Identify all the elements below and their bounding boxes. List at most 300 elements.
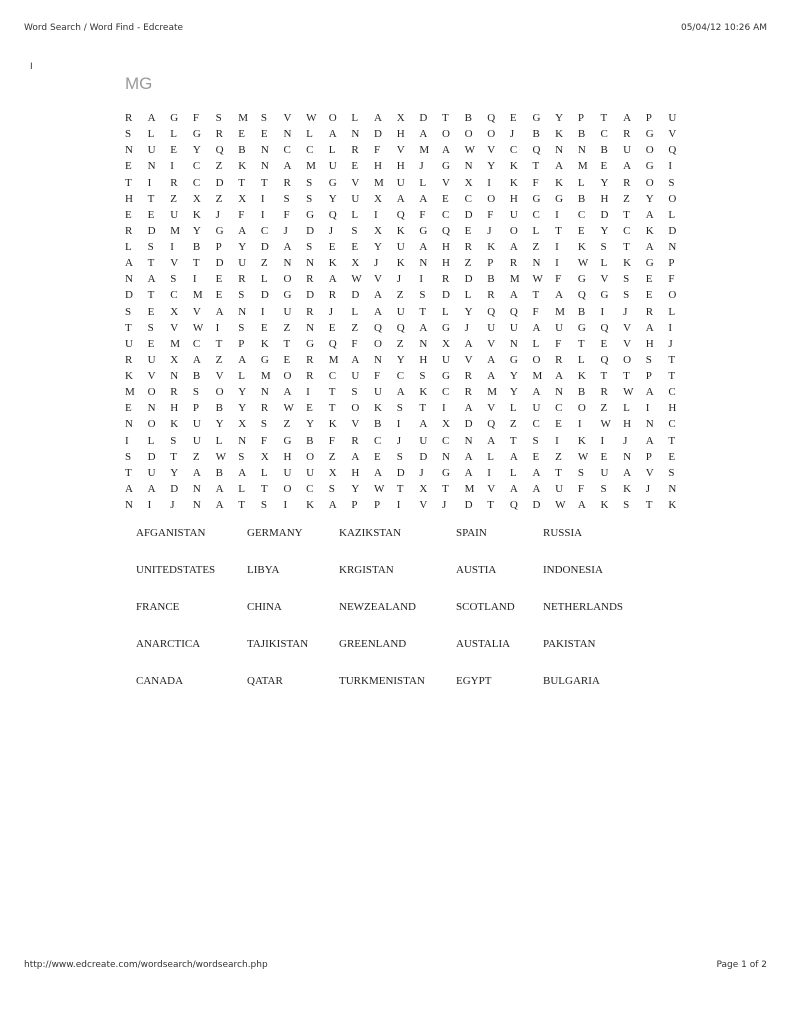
grid-letter: L	[260, 466, 268, 479]
grid-letter: M	[125, 386, 135, 399]
grid-letter: W	[306, 112, 317, 124]
grid-row	[125, 175, 691, 191]
grid-letter: R	[306, 353, 314, 366]
grid-letter: F	[283, 208, 290, 221]
grid-letter: M	[532, 370, 543, 382]
grid-letter: A	[464, 337, 473, 350]
grid-letter: U	[328, 160, 337, 173]
margin-mark: I	[30, 62, 33, 72]
grid-letter: E	[125, 160, 132, 173]
word-list-item: GREENLAND	[339, 638, 407, 650]
grid-letter: L	[351, 305, 359, 318]
grid-letter: J	[328, 224, 334, 237]
grid-letter: I	[577, 418, 582, 431]
grid-letter: Y	[215, 418, 224, 431]
grid-letter: J	[396, 273, 401, 286]
grid-letter: B	[600, 144, 608, 157]
grid-letter: N	[623, 450, 632, 463]
grid-letter: V	[215, 370, 224, 382]
grid-letter: B	[215, 466, 223, 479]
grid-letter: R	[351, 434, 359, 447]
grid-letter: I	[668, 160, 673, 173]
grid-letter: U	[283, 466, 292, 479]
grid-letter: V	[464, 353, 473, 366]
grid-letter: S	[600, 482, 607, 495]
grid-letter: T	[532, 289, 540, 302]
grid-letter: V	[441, 176, 450, 189]
word-list-item: KAZIKSTAN	[339, 527, 402, 539]
grid-letter: S	[125, 305, 132, 318]
grid-letter: Y	[396, 353, 405, 366]
grid-letter: I	[668, 321, 673, 334]
grid-row	[125, 497, 691, 513]
grid-letter: D	[464, 208, 473, 221]
grid-letter: S	[532, 434, 539, 447]
grid-letter: C	[260, 224, 269, 237]
grid-letter: G	[306, 208, 315, 221]
grid-letter: G	[192, 128, 201, 141]
grid-letter: K	[555, 128, 564, 141]
grid-letter: T	[260, 176, 268, 189]
grid-letter: U	[125, 337, 133, 350]
grid-letter: L	[238, 482, 245, 495]
grid-letter: Z	[623, 192, 630, 205]
grid-letter: D	[668, 224, 677, 237]
grid-letter: S	[306, 241, 313, 253]
grid-letter: R	[441, 273, 450, 286]
grid-row	[125, 368, 691, 384]
grid-letter: V	[487, 402, 496, 415]
grid-letter: U	[192, 434, 201, 447]
grid-letter: A	[147, 112, 156, 124]
grid-letter: E	[125, 402, 132, 415]
grid-letter: Q	[396, 321, 405, 334]
grid-letter: D	[441, 289, 450, 302]
grid-letter: L	[125, 241, 132, 253]
grid-letter: S	[645, 353, 652, 366]
grid-letter: M	[328, 353, 339, 366]
grid-letter: M	[555, 305, 565, 318]
grid-letter: V	[600, 273, 609, 286]
grid-letter: A	[555, 289, 564, 302]
grid-letter: A	[283, 386, 292, 399]
grid-letter: D	[396, 466, 405, 479]
grid-letter: R	[238, 273, 246, 286]
grid-letter: A	[441, 144, 450, 157]
grid-letter: R	[283, 176, 291, 189]
grid-letter: V	[147, 370, 156, 382]
grid-letter: K	[509, 160, 518, 173]
grid-row	[125, 384, 691, 400]
grid-letter: A	[125, 482, 133, 495]
grid-letter: A	[192, 353, 201, 366]
grid-letter: F	[577, 482, 584, 495]
grid-letter: C	[441, 434, 450, 447]
grid-letter: T	[532, 160, 540, 173]
grid-letter: M	[464, 482, 475, 495]
grid-letter: F	[532, 305, 539, 318]
grid-letter: B	[215, 402, 223, 415]
grid-letter: Z	[170, 192, 178, 205]
page-footer-url[interactable]: http://www.edcreate.com/wordsearch/wordsearch.php	[24, 960, 268, 970]
word-list-item: EGYPT	[456, 675, 492, 687]
grid-letter: D	[532, 499, 541, 511]
grid-letter: W	[215, 450, 226, 463]
grid-letter: R	[306, 370, 314, 382]
grid-letter: G	[260, 353, 269, 366]
grid-letter: L	[419, 176, 427, 189]
grid-letter: N	[555, 144, 564, 157]
grid-letter: B	[464, 112, 472, 124]
grid-letter: M	[419, 144, 430, 157]
grid-letter: N	[260, 144, 269, 157]
grid-letter: A	[328, 499, 337, 511]
grid-letter: Q	[215, 144, 224, 157]
grid-letter: K	[623, 257, 632, 270]
grid-letter: H	[645, 337, 654, 350]
grid-letter: G	[306, 337, 315, 350]
grid-letter: B	[192, 241, 201, 253]
grid-letter: Z	[555, 450, 562, 463]
grid-letter: A	[509, 241, 518, 253]
grid-letter: Z	[283, 418, 291, 431]
grid-letter: J	[374, 257, 379, 270]
grid-letter: N	[464, 160, 473, 173]
grid-letter: A	[623, 112, 632, 124]
grid-letter: R	[464, 370, 472, 382]
grid-letter: D	[125, 289, 133, 302]
grid-letter: D	[464, 499, 473, 511]
word-list-item: UNITEDSTATES	[136, 564, 216, 576]
grid-letter: R	[125, 224, 133, 237]
grid-letter: S	[668, 466, 675, 479]
grid-letter: K	[306, 499, 315, 511]
grid-letter: L	[509, 466, 517, 479]
grid-letter: S	[419, 370, 426, 382]
word-list-item: SCOTLAND	[456, 601, 515, 613]
word-list	[136, 527, 653, 712]
grid-letter: N	[668, 241, 677, 253]
grid-letter: C	[192, 337, 201, 350]
grid-letter: T	[577, 337, 585, 350]
grid-letter: J	[215, 208, 220, 221]
grid-letter: A	[509, 450, 518, 463]
grid-letter: U	[509, 208, 518, 221]
grid-letter: O	[645, 144, 654, 157]
grid-letter: I	[170, 241, 174, 253]
grid-letter: M	[238, 112, 248, 124]
grid-letter: A	[147, 273, 156, 286]
grid-letter: U	[623, 144, 632, 157]
grid-letter: T	[170, 450, 178, 463]
grid-letter: F	[487, 208, 494, 221]
grid-letter: A	[419, 128, 428, 141]
grid-letter: T	[283, 337, 291, 350]
grid-letter: E	[215, 273, 223, 286]
grid-letter: N	[532, 257, 541, 270]
grid-letter: R	[328, 289, 337, 302]
grid-letter: Y	[509, 370, 518, 382]
grid-letter: K	[125, 370, 133, 382]
grid-letter: A	[532, 321, 541, 334]
grid-letter: L	[577, 176, 585, 189]
grid-letter: K	[600, 499, 609, 511]
grid-letter: F	[419, 208, 426, 221]
grid-letter: J	[509, 128, 515, 141]
grid-letter: V	[192, 305, 201, 318]
grid-letter: H	[125, 192, 133, 205]
grid-letter: D	[600, 208, 609, 221]
grid-letter: K	[260, 337, 269, 350]
grid-letter: A	[645, 321, 654, 334]
grid-letter: Z	[283, 321, 291, 334]
grid-letter: U	[555, 321, 564, 334]
grid-row	[125, 400, 691, 416]
grid-letter: E	[645, 273, 653, 286]
grid-letter: S	[600, 241, 607, 253]
grid-letter: T	[419, 402, 427, 415]
grid-letter: P	[645, 370, 652, 382]
grid-letter: A	[487, 434, 496, 447]
grid-letter: Q	[328, 337, 337, 350]
grid-letter: G	[215, 224, 224, 237]
grid-letter: S	[147, 321, 154, 334]
grid-letter: C	[328, 370, 337, 382]
grid-letter: X	[396, 112, 405, 124]
grid-letter: S	[623, 499, 630, 511]
grid-letter: S	[125, 450, 132, 463]
page-header-title: Word Search / Word Find - Edcreate	[24, 23, 184, 33]
grid-letter: N	[645, 418, 654, 431]
grid-letter: H	[600, 192, 609, 205]
grid-letter: E	[374, 450, 381, 463]
word-list-item: AUSTALIA	[456, 638, 511, 650]
grid-letter: N	[283, 128, 292, 141]
grid-letter: S	[260, 418, 267, 431]
grid-letter: N	[419, 337, 428, 350]
grid-letter: U	[170, 208, 179, 221]
grid-letter: O	[306, 450, 315, 463]
grid-letter: M	[192, 289, 203, 302]
word-list-item: TURKMENISTAN	[339, 675, 425, 687]
grid-letter: N	[464, 434, 473, 447]
grid-letter: A	[283, 241, 292, 253]
grid-letter: L	[306, 128, 313, 141]
grid-letter: Q	[532, 144, 541, 157]
grid-letter: U	[351, 370, 360, 382]
grid-letter: W	[283, 402, 294, 415]
grid-letter: A	[487, 353, 496, 366]
grid-letter: N	[419, 257, 428, 270]
grid-letter: L	[464, 289, 472, 302]
grid-letter: G	[441, 466, 450, 479]
grid-letter: Z	[532, 241, 540, 253]
grid-letter: Z	[215, 192, 223, 205]
grid-letter: J	[396, 434, 401, 447]
word-list-item: RUSSIA	[543, 527, 583, 539]
grid-letter: N	[509, 337, 518, 350]
grid-letter: A	[464, 450, 473, 463]
grid-letter: T	[668, 353, 676, 366]
grid-letter: R	[600, 386, 608, 399]
grid-letter: R	[487, 289, 495, 302]
grid-letter: I	[260, 208, 265, 221]
grid-letter: T	[441, 482, 449, 495]
grid-letter: L	[215, 434, 223, 447]
grid-letter: N	[125, 499, 133, 511]
grid-letter: T	[238, 176, 245, 189]
word-list-item: GERMANY	[247, 527, 303, 539]
grid-letter: K	[577, 241, 586, 253]
grid-letter: V	[668, 128, 677, 141]
grid-letter: O	[283, 482, 292, 495]
grid-letter: D	[374, 128, 382, 141]
grid-letter: N	[260, 160, 269, 173]
word-list-item: QATAR	[247, 675, 283, 687]
grid-letter: E	[328, 321, 336, 334]
grid-letter: E	[645, 289, 653, 302]
grid-letter: T	[441, 112, 449, 124]
grid-letter: H	[419, 353, 428, 366]
word-list-row	[136, 564, 653, 601]
grid-letter: G	[509, 353, 518, 366]
word-list-item: NETHERLANDS	[543, 601, 624, 613]
grid-letter: K	[374, 402, 382, 415]
grid-letter: A	[328, 273, 337, 286]
grid-letter: Q	[600, 321, 609, 334]
word-list-item: PAKISTAN	[543, 638, 596, 650]
grid-letter: G	[170, 112, 179, 124]
grid-letter: V	[487, 144, 496, 157]
grid-letter: G	[577, 321, 586, 334]
grid-letter: X	[374, 224, 382, 237]
grid-letter: W	[577, 450, 589, 463]
grid-letter: G	[645, 160, 654, 173]
grid-letter: B	[577, 305, 586, 318]
grid-letter: U	[441, 353, 450, 366]
grid-letter: Y	[351, 482, 360, 495]
word-list-item: NEWZEALAND	[339, 601, 416, 613]
grid-letter: V	[487, 337, 496, 350]
grid-letter: R	[125, 353, 133, 366]
grid-letter: T	[600, 370, 608, 382]
grid-letter: E	[668, 450, 676, 463]
grid-letter: O	[487, 128, 496, 141]
grid-letter: N	[577, 144, 586, 157]
grid-letter: K	[238, 160, 247, 173]
grid-letter: O	[668, 192, 677, 205]
grid-letter: X	[441, 337, 450, 350]
grid-letter: Z	[192, 450, 200, 463]
grid-letter: M	[577, 160, 588, 173]
grid-letter: Q	[441, 224, 450, 237]
grid-letter: O	[441, 128, 450, 141]
grid-letter: A	[374, 466, 382, 479]
grid-letter: D	[306, 224, 315, 237]
grid-letter: X	[351, 257, 360, 270]
grid-letter: U	[600, 466, 609, 479]
grid-letter: I	[283, 499, 288, 511]
grid-letter: G	[283, 289, 292, 302]
grid-letter: N	[125, 418, 133, 431]
grid-letter: D	[147, 224, 156, 237]
grid-letter: V	[396, 144, 405, 157]
grid-letter: J	[170, 499, 175, 511]
grid-letter: L	[147, 128, 155, 141]
grid-letter: G	[645, 128, 654, 141]
grid-letter: A	[374, 289, 382, 302]
grid-letter: F	[192, 112, 200, 124]
grid-letter: M	[509, 273, 520, 286]
grid-row	[125, 191, 691, 207]
grid-letter: O	[464, 128, 473, 141]
grid-letter: M	[487, 386, 498, 399]
grid-letter: R	[215, 128, 223, 141]
grid-letter: C	[192, 176, 201, 189]
grid-letter: A	[464, 466, 473, 479]
grid-letter: W	[351, 273, 362, 286]
grid-letter: V	[351, 176, 360, 189]
grid-letter: H	[623, 418, 632, 431]
grid-letter: L	[351, 208, 359, 221]
grid-letter: N	[238, 305, 247, 318]
grid-letter: L	[577, 353, 585, 366]
grid-letter: K	[577, 370, 586, 382]
page-footer-number: Page 1 of 2	[716, 960, 767, 970]
grid-letter: V	[351, 418, 360, 431]
grid-letter: W	[623, 386, 634, 399]
grid-letter: N	[441, 450, 450, 463]
grid-letter: H	[441, 257, 450, 270]
grid-letter: V	[487, 482, 496, 495]
grid-letter: S	[396, 450, 403, 463]
grid-letter: J	[623, 305, 628, 318]
puzzle-title: MG	[125, 74, 153, 93]
grid-letter: X	[170, 353, 179, 366]
grid-letter: S	[170, 434, 177, 447]
grid-letter: Y	[464, 305, 473, 318]
grid-letter: R	[170, 386, 178, 399]
grid-letter: U	[238, 257, 247, 270]
grid-letter: R	[306, 305, 314, 318]
grid-letter: H	[509, 192, 518, 205]
grid-letter: H	[283, 450, 292, 463]
grid-letter: Y	[238, 402, 247, 415]
grid-letter: W	[555, 499, 566, 511]
grid-letter: E	[600, 337, 608, 350]
grid-letter: Y	[192, 144, 201, 157]
grid-letter: X	[464, 176, 473, 189]
grid-letter: W	[192, 321, 204, 334]
grid-letter: L	[328, 144, 336, 157]
grid-row	[125, 336, 691, 352]
grid-letter: C	[532, 208, 540, 221]
grid-letter: G	[532, 112, 541, 124]
grid-letter: J	[419, 160, 424, 173]
word-list-item: AFGANISTAN	[136, 527, 206, 539]
grid-letter: L	[668, 208, 676, 221]
grid-letter: E	[351, 241, 359, 253]
grid-letter: Q	[487, 418, 496, 431]
grid-letter: R	[464, 386, 472, 399]
grid-letter: R	[170, 176, 178, 189]
grid-letter: Z	[328, 450, 336, 463]
grid-letter: T	[645, 499, 653, 511]
grid-row	[125, 304, 691, 320]
grid-letter: S	[170, 273, 177, 286]
grid-letter: A	[396, 192, 405, 205]
grid-letter: G	[419, 224, 428, 237]
